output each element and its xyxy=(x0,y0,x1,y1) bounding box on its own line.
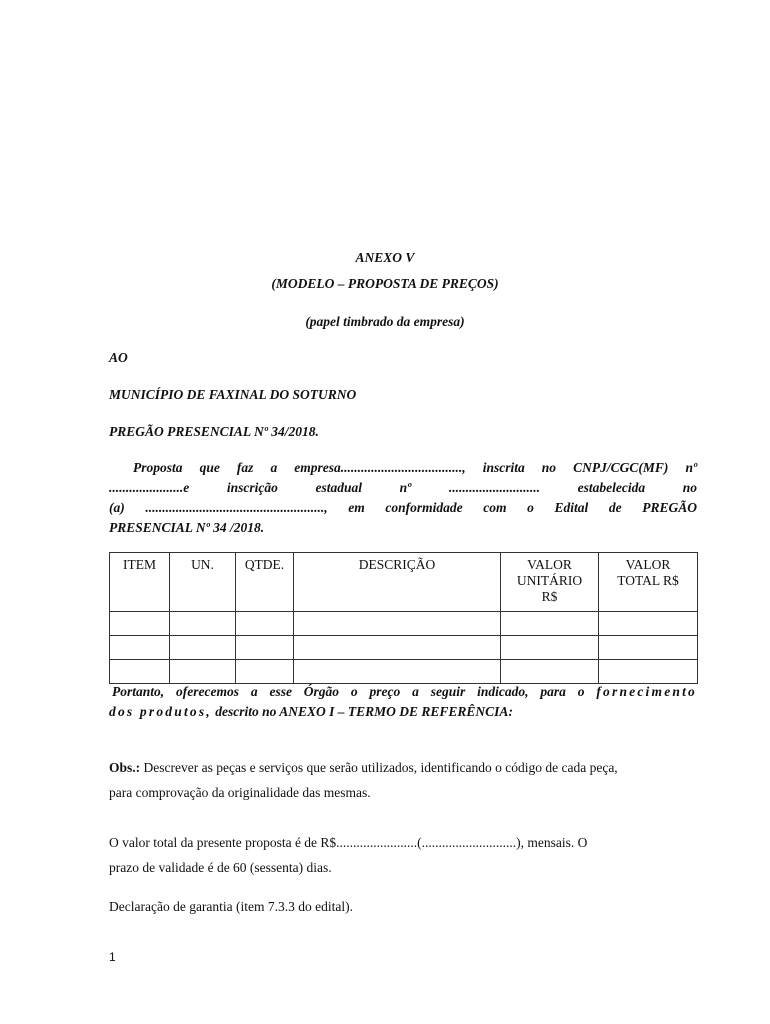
proposal-line-4: PRESENCIAL Nº 34 /2018. xyxy=(109,520,265,535)
proposal-line-2: ......................e inscrição estadual nº ........................... estabelecida no xyxy=(109,480,697,495)
offer-paragraph xyxy=(109,682,698,722)
table-row xyxy=(110,660,698,684)
letterhead-note: (papel timbrado da empresa) xyxy=(305,314,465,329)
offer-line-2: dos produtos, descrito no ANEXO I – TERMO DE REFERÊNCIA: xyxy=(109,704,513,719)
col-header-quantity: QTDE. xyxy=(236,553,294,612)
annex-title: ANEXO V xyxy=(355,250,415,265)
col-header-total-value: VALOR TOTAL R$ xyxy=(599,553,698,612)
obs-line-1: Obs.: Descrever as peças e serviços que serão utilizados, identificando o código de cada peça, xyxy=(109,760,618,775)
items-table xyxy=(109,552,698,684)
obs-line-2: para comprovação da originalidade das mesmas. xyxy=(109,785,371,800)
municipality-name: MUNICÍPIO DE FAXINAL DO SOTURNO xyxy=(109,387,357,402)
total-line-2: prazo de validade é de 60 (sessenta) dias. xyxy=(109,860,332,875)
total-value-statement xyxy=(109,830,699,880)
process-number: PREGÃO PRESENCIAL Nº 34/2018. xyxy=(109,424,319,439)
obs-label: Obs.: xyxy=(109,760,141,775)
guarantee-statement: Declaração de garantia (item 7.3.3 do edital). xyxy=(109,899,354,914)
col-header-unit-value: VALOR UNITÁRIO R$ xyxy=(501,553,599,612)
table-header-row xyxy=(110,553,698,612)
proposal-line-1: Proposta que faz a empresa...................................., inscrita no CNPJ/CGC(MF) nº xyxy=(133,460,697,475)
proposal-paragraph xyxy=(109,458,697,538)
proposal-line-3: (a) ....................................................., em conformidade com o Edital de PREGÃO xyxy=(109,500,697,515)
annex-subtitle: (MODELO – PROPOSTA DE PREÇOS) xyxy=(271,276,499,291)
offer-line-1: Portanto, oferecemos a esse Órgão o preço a seguir indicado, para o fornecimento xyxy=(112,684,698,699)
obs-note xyxy=(109,755,699,805)
page-number: 1 xyxy=(109,950,116,964)
addressee-ao: AO xyxy=(109,350,128,365)
col-header-item: ITEM xyxy=(110,553,170,612)
table-row xyxy=(110,612,698,636)
col-header-description: DESCRIÇÃO xyxy=(294,553,501,612)
table-row xyxy=(110,636,698,660)
total-line-1: O valor total da presente proposta é de R$........................(............................), mensais. O xyxy=(109,835,588,850)
col-header-unit: UN. xyxy=(170,553,236,612)
